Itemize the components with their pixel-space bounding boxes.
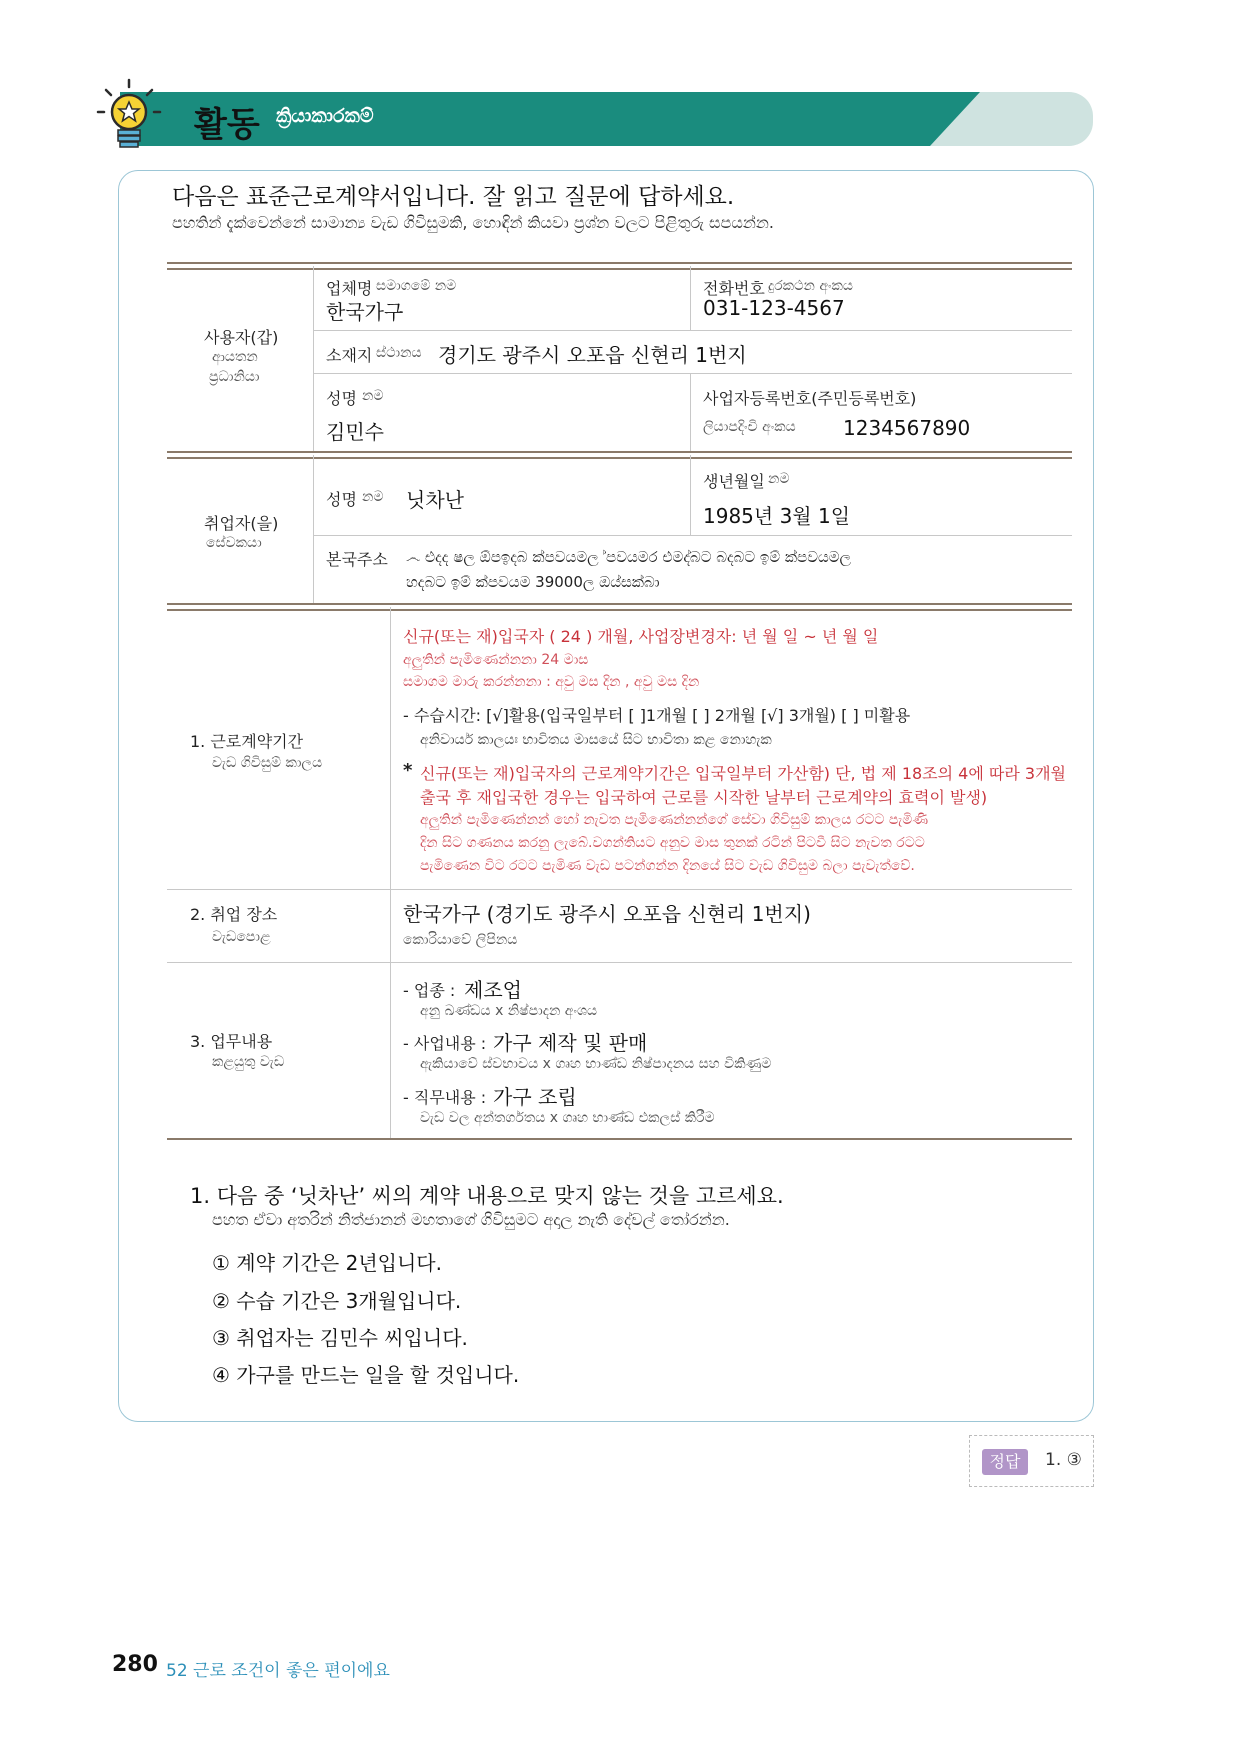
divider — [690, 455, 691, 535]
phone-value: 031-123-4567 — [703, 296, 845, 320]
answer-box — [969, 1435, 1094, 1487]
period-line-2: අලුතින් පැමිණෙන්නනා 24 මාස — [403, 652, 589, 668]
employer-name-label-si: නම — [362, 388, 384, 404]
home-address-value-2: හදබට ඉම් ක්පවයම 39000ල ඔය්සක්බා — [406, 573, 660, 591]
employer-label-si-2: ප්‍රධානියා — [209, 369, 260, 385]
birth-value: 1985년 3월 1일 — [703, 504, 851, 528]
period-line-1: 신규(또는 재)입국자 ( 24 ) 개월, 사업장변경자: 년 월 일 ~ 년 월 일 — [403, 627, 879, 646]
workplace-value-si: කොරියාවේ ලිපිනය — [403, 932, 518, 948]
divider — [690, 266, 691, 330]
phone-label: 전화번호 — [703, 279, 765, 298]
birth-label-si: නම — [768, 471, 790, 487]
divider — [690, 373, 691, 451]
option-2[interactable]: ② 수습 기간은 3개월입니다. — [212, 1289, 462, 1313]
reg-label-si: ලියාපදිංචි අංකය — [703, 419, 796, 435]
employee-name-label: 성명 — [326, 490, 357, 509]
divider — [390, 607, 391, 1138]
business-si: ඇකියාවේ ස්වභාවය x ගෘහ භාණ්ඩ නිෂ්පාදනය සහ විකිණුම — [420, 1056, 772, 1072]
instruction-korean: 다음은 표준근로계약서입니다. 잘 읽고 질문에 답하세요. — [172, 184, 735, 210]
employer-label-si: ආයතන — [212, 349, 258, 365]
company-value: 한국가구 — [326, 300, 404, 324]
probation-line: - 수습시간: [√]활용(입국일부터 [ ]1개월 [ ] 2개월 [√] 3개월) [ ] 미활용 — [403, 706, 911, 725]
section-border — [167, 451, 1072, 459]
contract-period-label-si: වැඩ ගිවිසුම් කාලය — [212, 755, 323, 771]
address-value: 경기도 광주시 오포읍 신현리 1번지 — [438, 343, 747, 367]
home-address-value-1: ෴ එදද ෂල ඕපඉදබ ක්පවයමල ්පවයමර එමද්බට බදබට ඉම් ක්පවයමල — [406, 548, 852, 566]
banner-slant — [930, 92, 980, 146]
chapter-title: 52 근로 조건이 좋은 편이에요 — [166, 1661, 390, 1681]
note-line-5: පැමිණෙන විට රටට පැමිණ වැඩ පටන්ගන්න දිනයේ සිට වැඩ ගිවිසුම බලා පැවැත්වේ. — [420, 858, 915, 874]
duty-label: - 직무내용 : — [403, 1088, 487, 1107]
divider — [313, 266, 314, 451]
section-border — [167, 603, 1072, 611]
employee-label: 취업자(을) — [204, 514, 279, 533]
note-line-3: අලුතින් පැමිණෙන්නන් හෝ නැවත පැමිණෙන්නන්ගේ සේවා ගිවිසුම් කාලය රටට පැමිණි — [420, 812, 929, 828]
employer-name-value: 김민수 — [326, 420, 384, 444]
job-content-label-si: කළයුතු වැඩ — [212, 1054, 285, 1070]
probation-line-si: අනිවාර්ය කාලයඃ භාවිතය මාසයේ සිට භාවිතා කළ නොහැක — [420, 732, 772, 748]
job-content-label: 3. 업무내용 — [190, 1032, 273, 1051]
reg-value: 1234567890 — [843, 416, 971, 440]
phone-label-si: දුරකථන අංකය — [768, 278, 853, 294]
home-address-label: 본국주소 — [326, 550, 388, 569]
note-star: * — [403, 760, 413, 781]
workplace-value: 한국가구 (경기도 광주시 오포읍 신현리 1번지) — [403, 902, 811, 926]
answer-tag: 정답 — [982, 1449, 1028, 1475]
divider — [167, 962, 1072, 963]
industry-si: අනු ඛණ්ඩය x නිෂ්පාදන අංශය — [420, 1003, 598, 1019]
page-number: 280 — [112, 1652, 158, 1677]
activity-title: 활동 — [194, 105, 260, 145]
question-korean: 1. 다음 중 ‘닛차난’ 씨의 계약 내용으로 맞지 않는 것을 고르세요. — [190, 1184, 784, 1208]
industry-value: 제조업 — [464, 978, 522, 1002]
employee-name-label-si: නම — [362, 489, 384, 505]
divider — [167, 889, 1072, 890]
contract-period-label: 1. 근로계약기간 — [190, 732, 304, 751]
industry-label: - 업종 : — [403, 981, 456, 1000]
table-bottom-border — [167, 1138, 1072, 1140]
business-label: - 사업내용 : — [403, 1034, 487, 1053]
activity-subtitle: ක්‍රියාකාරකම් — [276, 105, 374, 127]
table-top-border — [167, 262, 1072, 270]
period-line-3: සමාගම මාරු කරන්නනා : අවු මස දින , අවු මස දින — [403, 674, 700, 690]
employer-label: 사용자(갑) — [204, 328, 279, 347]
option-1[interactable]: ① 계약 기간은 2년입니다. — [212, 1251, 442, 1275]
divider — [314, 373, 1072, 374]
activity-banner — [120, 92, 1093, 146]
address-label: 소재지 — [326, 346, 373, 365]
option-4[interactable]: ④ 가구를 만드는 일을 할 것입니다. — [212, 1363, 520, 1387]
instruction-sinhala: පහතින් දැක්වෙන්නේ සාමාන්‍ය වැඩ ගිවිසුමකි, හොඳින් කියවා ප්‍රශ්න වලට පිළිතුරු සපයන්න. — [172, 213, 774, 232]
address-label-si: ස්ථානය — [376, 345, 422, 361]
workplace-label: 2. 취업 장소 — [190, 905, 278, 924]
birth-label: 생년월일 — [703, 472, 765, 491]
note-line-1: 신규(또는 재)입국자의 근로계약기간은 입국일부터 가산함) 단, 법 제 18조의 4에 따라 3개월 — [420, 764, 1066, 783]
reg-label: 사업자등록번호(주민등록번호) — [703, 389, 917, 408]
duty-value: 가구 조립 — [493, 1085, 577, 1109]
option-3[interactable]: ③ 취업자는 김민수 씨입니다. — [212, 1326, 468, 1350]
question-sinhala: පහත ඒවා අතරින් නිත්ජානන් මහතාගේ ගිවිසුමට අදාල නැති දේවල් තෝරන්න. — [212, 1210, 730, 1229]
company-label: 업체명 — [326, 279, 373, 298]
divider — [314, 535, 1072, 536]
answer-value: 1. ③ — [1045, 1450, 1082, 1470]
workplace-label-si: වැඩපොළ — [212, 929, 271, 945]
employer-name-label: 성명 — [326, 389, 357, 408]
note-line-4: දින සිට ගණනය කරනු ලැබේ.වගන්තියට අනුව මාස තුනක් රටින් පිටවී සිට නැවත රටට — [420, 835, 925, 851]
employee-label-si: සේවකයා — [206, 535, 262, 551]
business-value: 가구 제작 및 판매 — [493, 1031, 648, 1055]
lightbulb-icon — [96, 78, 162, 150]
employee-name-value: 닛차난 — [406, 488, 464, 512]
note-line-2: 출국 후 재입국한 경우는 입국하여 근로를 시작한 날부터 근로계약의 효력이 발생) — [420, 788, 988, 807]
divider — [314, 330, 1072, 331]
duty-si: වැඩ වල අන්තර්ගතය x ගෘහ භාණ්ඩ එකලස් කිරීම — [420, 1110, 715, 1126]
company-label-si: සමාගමේ නම — [376, 278, 457, 294]
divider — [313, 455, 314, 603]
